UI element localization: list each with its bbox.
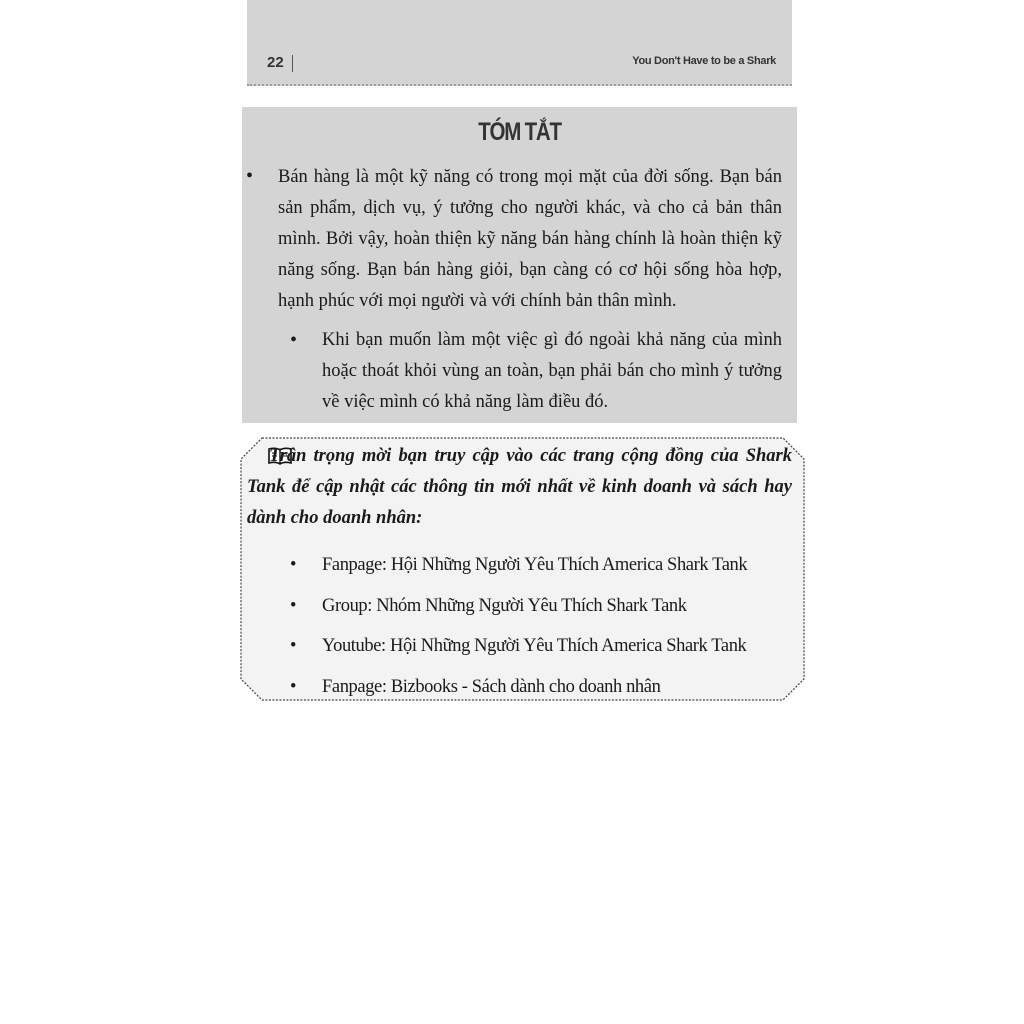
bullet-marker: • bbox=[290, 677, 297, 697]
summary-main-point: Bán hàng là một kỹ năng có trong mọi mặt của đời sống. Bạn bán sản phẩm, dịch vụ, ý tưởng cho người khác, và cho cả bản thân mình. Bởi vậy, hoàn thiện kỹ năng bán hàng chính là hoàn thiện kỹ năng sống. Bạn bán hàng giỏi, bạn càng có cơ hội sống hòa hợp, hạnh phúc với mọi người và với chính bản thân mình. bbox=[278, 167, 782, 311]
community-link-group[interactable]: Group: Nhóm Những Người Yêu Thích Shark Tank bbox=[322, 596, 687, 616]
community-intro: Trân trọng mời bạn truy cập vào các trang cộng đồng của Shark Tank để cập nhật các thông tin mới nhất về kinh doanh và sách hay dành cho doanh nhân: bbox=[247, 446, 792, 528]
summary-box bbox=[242, 107, 797, 423]
summary-sub-point: Khi bạn muốn làm một việc gì đó ngoài khả năng của mình hoặc thoát khỏi vùng an toàn, bạn phải bán cho mình ý tưởng về việc mình có khả năng làm điều đó. bbox=[322, 330, 782, 412]
page-number-separator bbox=[292, 55, 293, 72]
community-link-fanpage-shark-tank[interactable]: Fanpage: Hội Những Người Yêu Thích America Shark Tank bbox=[322, 555, 748, 575]
bullet-marker: • bbox=[246, 165, 254, 187]
bullet-marker: • bbox=[290, 636, 297, 656]
community-info-box bbox=[240, 437, 805, 701]
bullet-marker: • bbox=[290, 329, 298, 351]
list-item bbox=[240, 672, 805, 702]
list-item bbox=[240, 550, 805, 580]
bullet-marker: • bbox=[290, 555, 297, 575]
community-link-youtube[interactable]: Youtube: Hội Những Người Yêu Thích America Shark Tank bbox=[322, 636, 747, 656]
running-title: You Don't Have to be a Shark bbox=[632, 55, 776, 67]
page-header bbox=[247, 0, 792, 86]
bullet-marker: • bbox=[290, 596, 297, 616]
list-item bbox=[240, 591, 805, 621]
community-link-fanpage-bizbooks[interactable]: Fanpage: Bizbooks - Sách dành cho doanh nhân bbox=[322, 677, 661, 697]
list-item bbox=[240, 631, 805, 661]
page-number: 22 bbox=[267, 54, 284, 71]
summary-title: TÓM TẮT bbox=[478, 118, 561, 146]
